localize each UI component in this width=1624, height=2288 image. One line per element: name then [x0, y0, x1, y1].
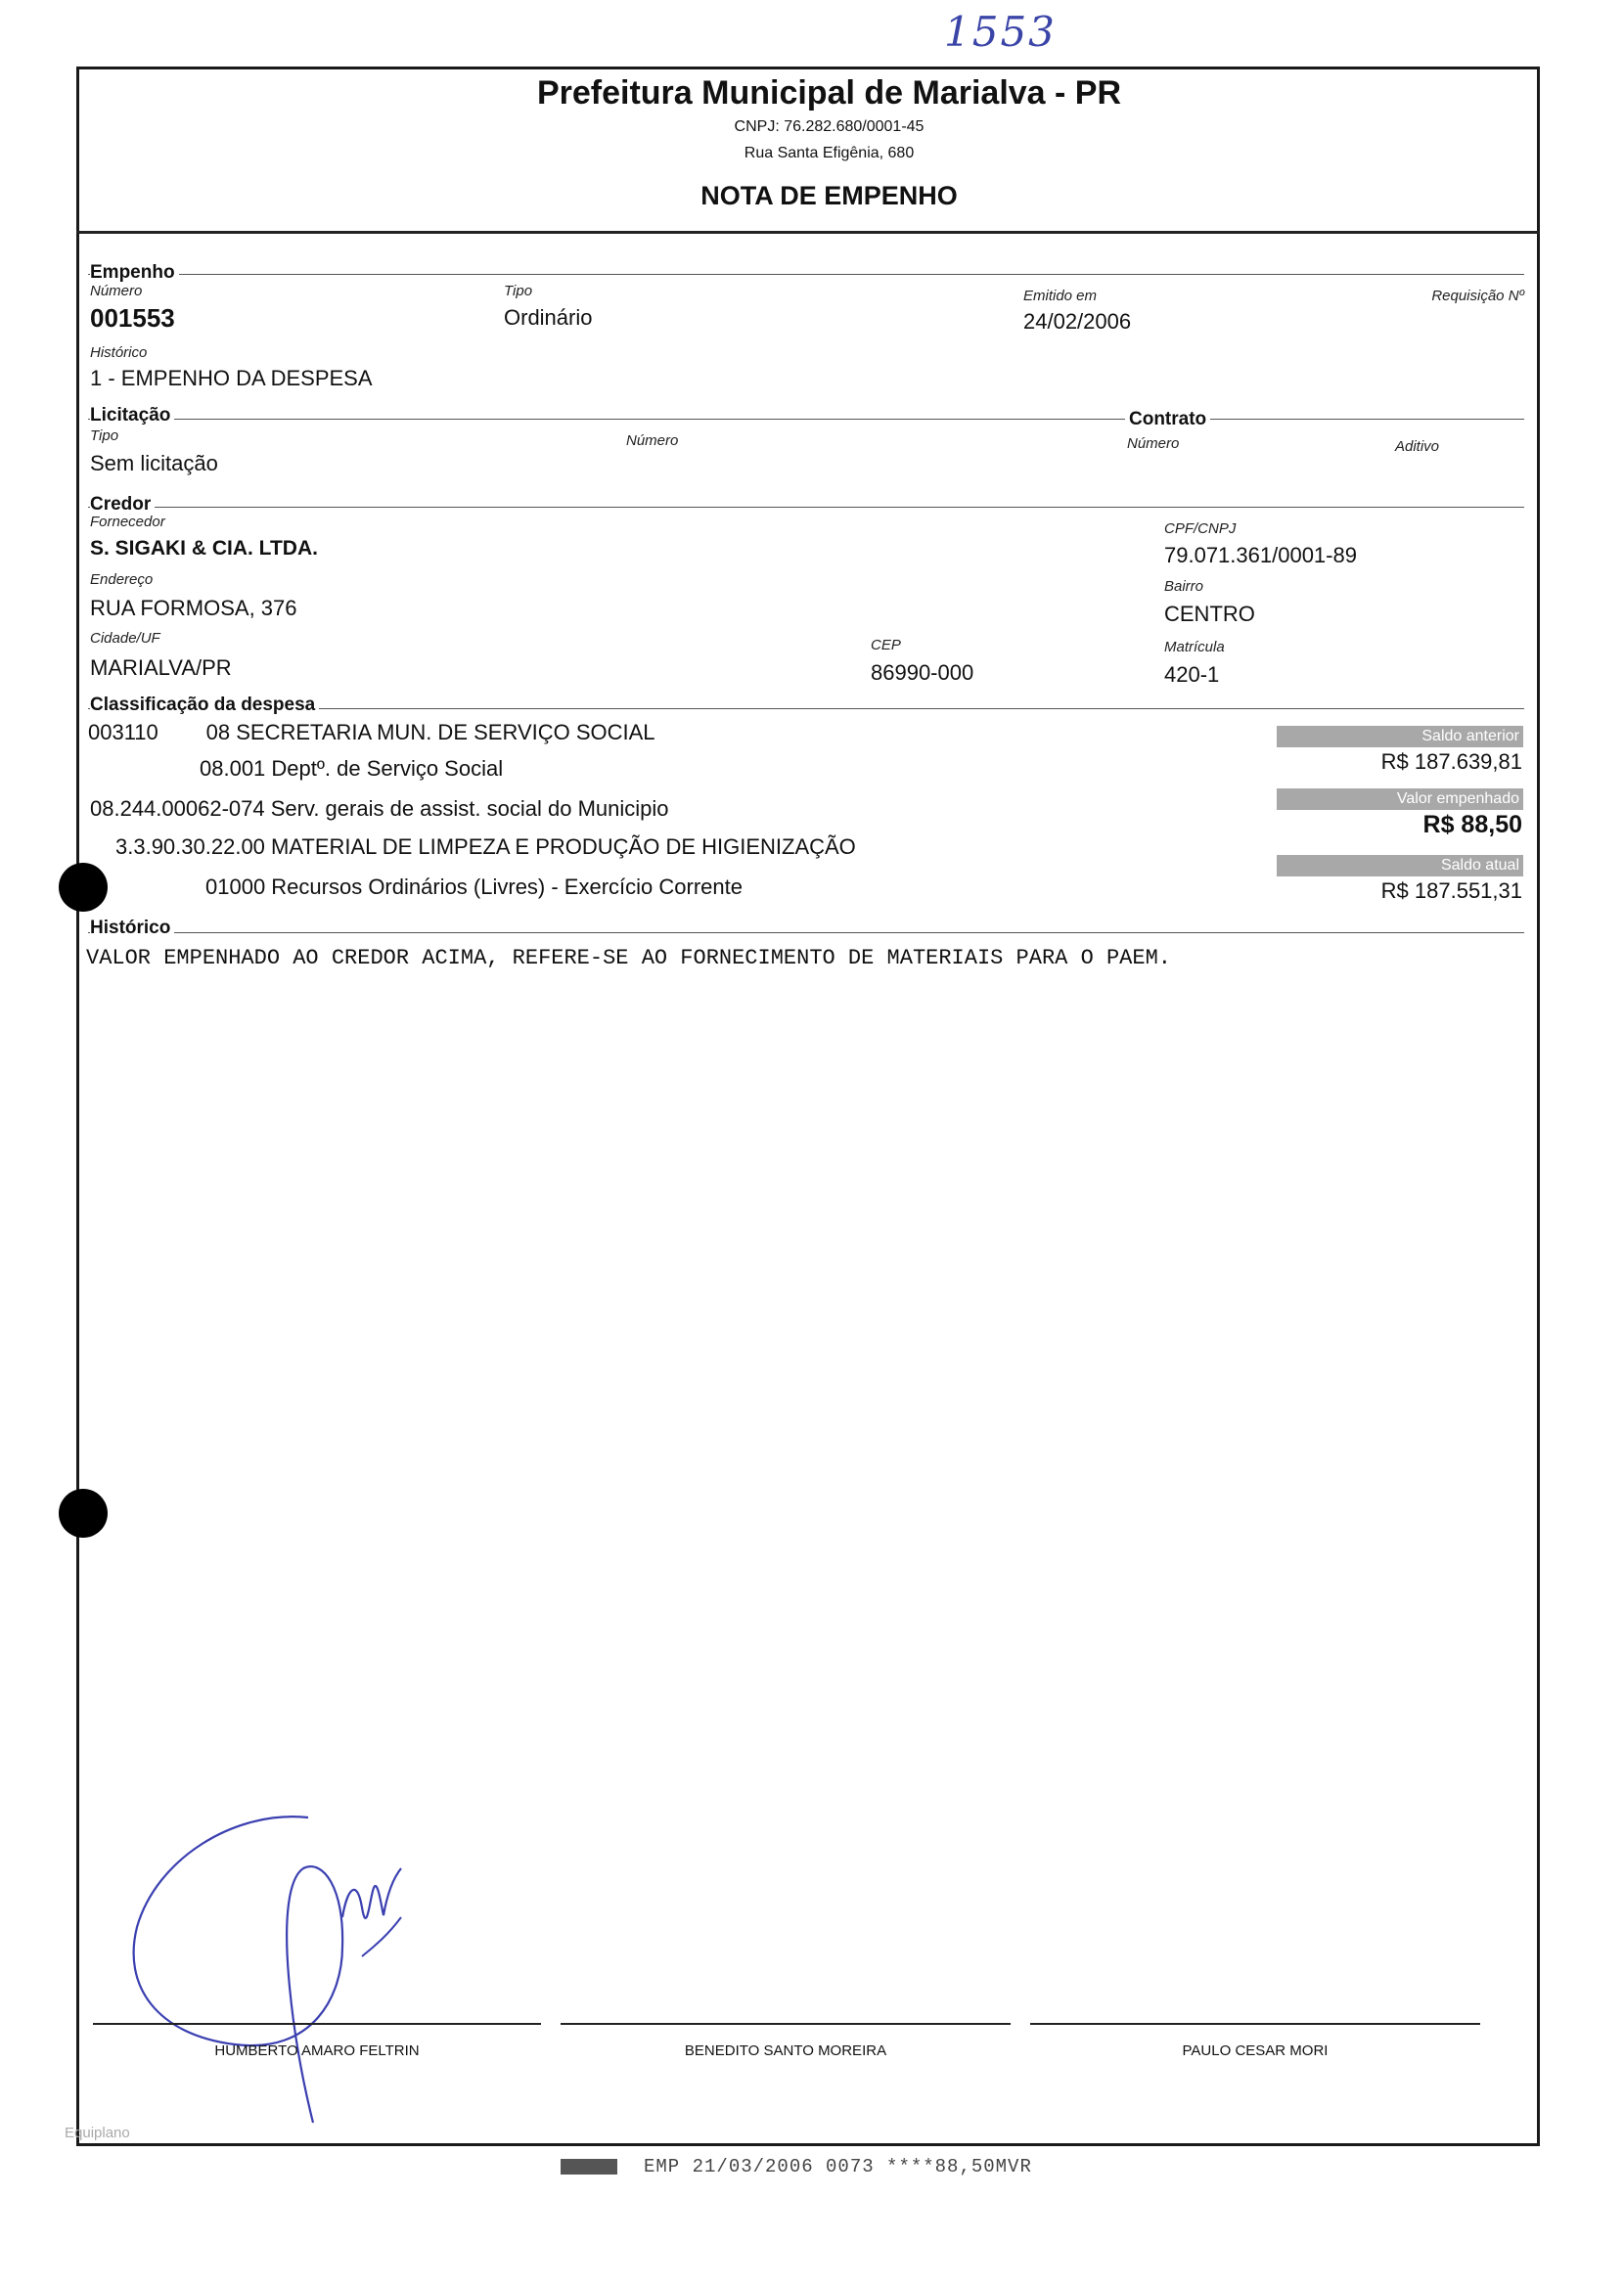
historico-rule: [88, 932, 1524, 933]
credor-section-label: Credor: [90, 494, 155, 516]
empenho-requisicao-label: Requisição Nº: [1431, 288, 1524, 304]
classificacao-line-recurso: 01000 Recursos Ordinários (Livres) - Exercício Corrente: [205, 875, 743, 899]
signature-scribble: [117, 1800, 470, 2132]
credor-rule: [88, 507, 1524, 508]
credor-bairro-label: Bairro: [1164, 578, 1204, 595]
empenho-numero: 001553: [90, 303, 175, 333]
empenho-section-label: Empenho: [90, 262, 179, 284]
saldo-atual-label: Saldo atual: [1277, 855, 1523, 876]
empenho-historico-label: Histórico: [90, 344, 148, 361]
valor-empenhado-value: R$ 88,50: [1422, 811, 1522, 838]
credor-cidade: MARIALVA/PR: [90, 655, 232, 680]
classificacao-line-orgao: 003110 08 SECRETARIA MUN. DE SERVIÇO SOCIAL: [88, 720, 655, 744]
historico-section-label: Histórico: [90, 918, 174, 939]
signature-line-2: [561, 2023, 1011, 2025]
valor-empenhado-label: Valor empenhado: [1277, 788, 1523, 810]
page-title: Prefeitura Municipal de Marialva - PR: [536, 74, 1122, 112]
header-address: Rua Santa Efigênia, 680: [744, 145, 915, 161]
saldo-atual-value: R$ 187.551,31: [1380, 878, 1522, 903]
header-divider: [76, 231, 1540, 234]
empenho-emitido-label: Emitido em: [1023, 288, 1098, 304]
contrato-numero-label: Número: [1127, 435, 1180, 452]
credor-cep-label: CEP: [871, 637, 901, 653]
credor-cpf: 79.071.361/0001-89: [1164, 543, 1357, 567]
saldo-anterior-label: Saldo anterior: [1277, 726, 1523, 747]
signature-name-3: PAULO CESAR MORI: [1182, 2042, 1329, 2059]
header-cnpj: CNPJ: 76.282.680/0001-45: [734, 118, 925, 135]
classificacao-section-label: Classificação da despesa: [90, 695, 319, 716]
saldo-anterior-value: R$ 187.639,81: [1380, 749, 1522, 774]
credor-matricula-label: Matrícula: [1164, 639, 1225, 655]
signature-line-1: [93, 2023, 541, 2025]
contrato-aditivo-label: Aditivo: [1395, 438, 1440, 455]
credor-endereco: RUA FORMOSA, 376: [90, 596, 297, 620]
stamp-text: EMP 21/03/2006 0073 ****88,50MVR: [644, 2156, 1032, 2177]
punch-hole-top: [59, 863, 108, 912]
signature-name-2: BENEDITO SANTO MOREIRA: [684, 2042, 887, 2059]
punch-hole-bottom: [59, 1489, 108, 1538]
handwritten-number: 1553: [944, 8, 1057, 56]
licitacao-tipo: Sem licitação: [90, 451, 218, 475]
credor-bairro: CENTRO: [1164, 602, 1255, 626]
credor-cidade-label: Cidade/UF: [90, 630, 160, 647]
document-type-title: NOTA DE EMPENHO: [700, 181, 958, 210]
stamp-mark: [561, 2159, 617, 2175]
signature-line-3: [1030, 2023, 1480, 2025]
empenho-tipo-label: Tipo: [504, 283, 533, 299]
empenho-numero-label: Número: [90, 283, 143, 299]
credor-cep: 86990-000: [871, 660, 974, 685]
classificacao-line-unidade: 08.001 Deptº. de Serviço Social: [200, 756, 504, 781]
signature-name-1: HUMBERTO AMARO FELTRIN: [214, 2042, 420, 2059]
credor-endereco-label: Endereço: [90, 571, 154, 588]
credor-fornecedor: S. SIGAKI & CIA. LTDA.: [90, 537, 318, 560]
credor-matricula: 420-1: [1164, 662, 1220, 687]
credor-fornecedor-label: Fornecedor: [90, 514, 165, 530]
credor-cpf-label: CPF/CNPJ: [1164, 520, 1237, 537]
licitacao-tipo-label: Tipo: [90, 427, 119, 444]
empenho-emitido: 24/02/2006: [1023, 309, 1132, 334]
licitacao-rule: [88, 419, 1524, 420]
classificacao-line-elemento: 3.3.90.30.22.00 MATERIAL DE LIMPEZA E PRODUÇÃO DE HIGIENIZAÇÃO: [115, 834, 856, 859]
historico-text: VALOR EMPENHADO AO CREDOR ACIMA, REFERE-SE AO FORNECIMENTO DE MATERIAIS PARA O PAEM.: [86, 946, 1171, 970]
empenho-rule: [88, 274, 1524, 275]
licitacao-numero-label: Número: [626, 432, 679, 449]
empenho-historico: 1 - EMPENHO DA DESPESA: [90, 366, 373, 390]
footer-brand: Equiplano: [65, 2125, 130, 2141]
contrato-section-label: Contrato: [1125, 409, 1210, 430]
empenho-tipo: Ordinário: [504, 305, 593, 330]
classificacao-line-funcional: 08.244.00062-074 Serv. gerais de assist. social do Municipio: [90, 796, 669, 821]
licitacao-section-label: Licitação: [90, 405, 174, 426]
